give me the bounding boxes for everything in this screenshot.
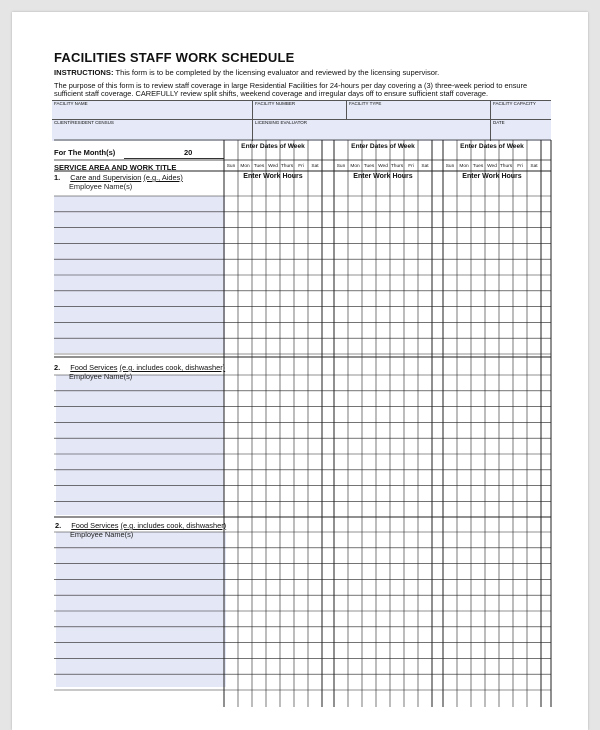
day-label-w2-sat: Sat <box>421 164 429 169</box>
month-label: For The Month(s) <box>54 148 116 157</box>
day-label-w3-tues: Tues <box>472 164 484 169</box>
day-label-w1-tues: Tues <box>253 164 265 169</box>
day-label-w2-wed: Wed <box>378 164 388 169</box>
day-label-w2-sun: Sun <box>336 164 346 169</box>
day-label-w2-fri: Fri <box>408 164 414 169</box>
section1-employee-label: Employee Name(s) <box>69 182 133 191</box>
week3-dates-header: Enter Dates of Week <box>460 143 524 150</box>
section1-hours-header-w3: Enter Work Hours <box>462 173 522 180</box>
section1-hours-header-w2: Enter Work Hours <box>353 173 413 180</box>
day-label-w3-sat: Sat <box>530 164 538 169</box>
section1-number: 1. <box>54 173 61 182</box>
service-area-label: SERVICE AREA AND WORK TITLE <box>54 163 177 172</box>
day-label-w3-fri: Fri <box>517 164 523 169</box>
date-label: DATE <box>493 120 505 125</box>
day-label-w1-thurs: Thurs <box>280 164 294 169</box>
instructions-text: This form is to be completed by the licensing evaluator and reviewed by the licensing supervisor. <box>115 68 440 77</box>
section3-employee-label: Employee Name(s) <box>70 530 134 539</box>
form-title: FACILITIES STAFF WORK SCHEDULE <box>54 50 295 65</box>
evaluator-label: LICENSING EVALUATOR <box>255 120 308 125</box>
day-label-w1-sun: Sun <box>226 164 236 169</box>
section2-detail: (e.g. includes cook, dishwasher) <box>119 363 226 372</box>
schedule-grid <box>12 12 588 730</box>
day-label-w3-mon: Mon <box>459 164 469 169</box>
week2-dates-header: Enter Dates of Week <box>351 143 415 150</box>
day-label-w1-wed: Wed <box>268 164 278 169</box>
section1-hours-header-w1: Enter Work Hours <box>243 173 303 180</box>
facility-name-label: FACILITY NAME <box>54 101 88 106</box>
form-page <box>12 12 588 730</box>
section2-number: 2. <box>54 363 61 372</box>
facility-type-label: FACILITY TYPE <box>349 101 382 106</box>
instructions-label: INSTRUCTIONS: <box>54 68 114 77</box>
day-label-w2-thurs: Thurs <box>390 164 404 169</box>
day-label-w3-thurs: Thurs <box>499 164 513 169</box>
section1-detail: (e.g., Aides) <box>143 173 183 182</box>
section3-detail: (e.g. includes cook, dishwasher) <box>120 521 227 530</box>
day-label-w3-wed: Wed <box>487 164 497 169</box>
facility-number-label: FACILITY NUMBER <box>255 101 296 106</box>
day-label-w1-fri: Fri <box>298 164 304 169</box>
day-label-w2-tues: Tues <box>363 164 375 169</box>
purpose-text: The purpose of this form is to review staff coverage in large Residential Facilities for 24-hours per day covering a (3) three-week period to ensure sufficient staff coverage. CAREFULLY review split shifts, weekend coverage and irregular days off to ensure sufficient staff coverage. <box>54 81 528 99</box>
section2-employee-label: Employee Name(s) <box>69 372 133 381</box>
week1-dates-header: Enter Dates of Week <box>241 143 305 150</box>
day-label-w2-mon: Mon <box>350 164 360 169</box>
day-label-w3-sun: Sun <box>445 164 455 169</box>
day-label-w1-mon: Mon <box>240 164 250 169</box>
section3-number: 2. <box>55 521 62 530</box>
section2-name: Food Services <box>70 363 118 372</box>
section1-name: Care and Supervision <box>70 173 142 182</box>
section3-name: Food Services <box>71 521 119 530</box>
census-label: CLIENT/RESIDENT CENSUS <box>54 120 114 125</box>
day-label-w1-sat: Sat <box>311 164 319 169</box>
year-prefix: 20 <box>184 148 193 157</box>
facility-capacity-label: FACILITY CAPACITY <box>493 101 536 106</box>
